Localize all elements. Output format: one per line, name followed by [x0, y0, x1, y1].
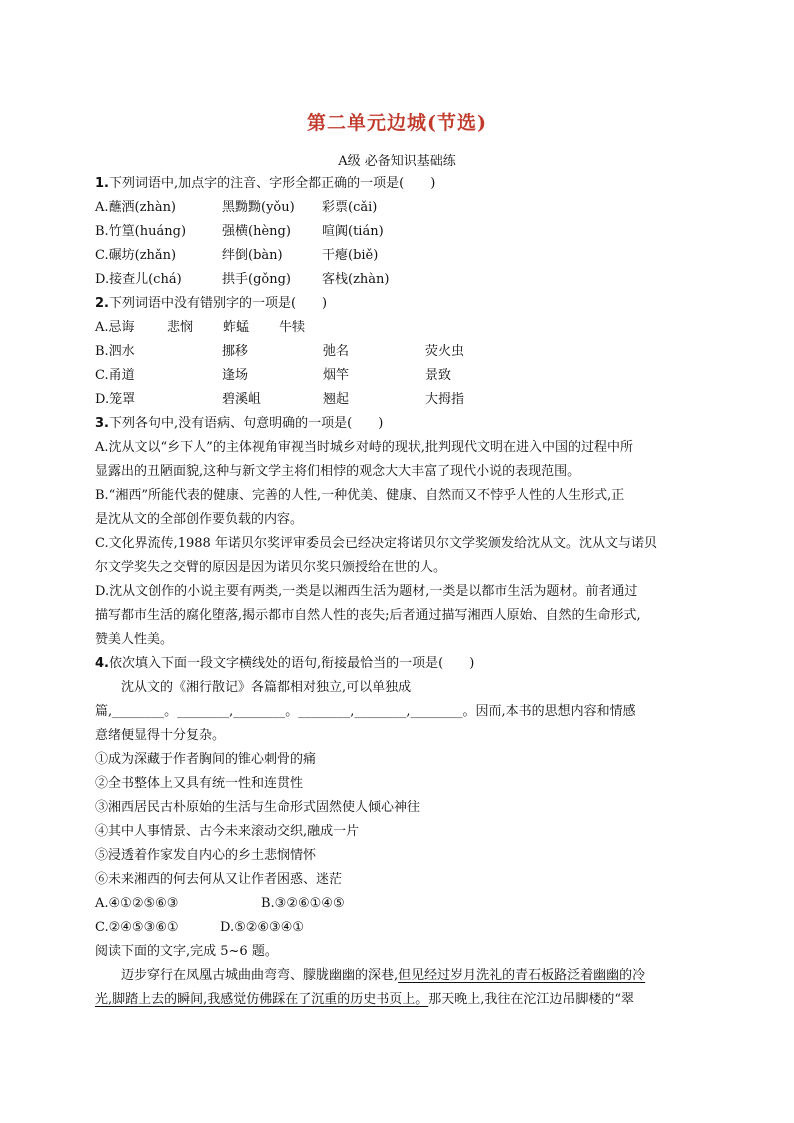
- question-number: 1.: [95, 176, 109, 191]
- option-word: D.笼罩: [95, 392, 136, 407]
- q4-passage-line: 篇,________。________,________。________,________,________。因而,本书的思想内容和情感: [95, 704, 636, 719]
- reading-paragraph-line: [95, 988, 705, 1012]
- underlined-text: 光,脚踏上去的瞬间,我感觉仿佛踩在了沉重的历史书页上。: [95, 992, 429, 1007]
- q1-option-d: [95, 268, 705, 292]
- q4-choices-ab: [95, 892, 705, 916]
- reading-text: 那天晚上,我往在沱江边吊脚楼的“翠: [428, 992, 635, 1007]
- q1-option-b: [95, 220, 705, 244]
- option-word: 弛名: [323, 344, 350, 359]
- q1-option-c: [95, 244, 705, 268]
- document-body: [95, 172, 705, 1012]
- q3-line: C.文化界流传,1988 年诺贝尔奖评审委员会已经决定将诺贝尔文学奖颁发给沈从文。沈从文与诺贝: [95, 536, 657, 551]
- question-text: 下列各句中,没有语病、句意明确的一项是( ): [108, 416, 384, 431]
- option-word: A.蘸洒(zhàn): [95, 200, 177, 215]
- question-number: 4.: [95, 656, 109, 671]
- option-word: 逢场: [222, 368, 249, 383]
- option-word: 翘起: [323, 392, 350, 407]
- question-number: 2.: [95, 296, 109, 311]
- q3-line: B.“湘西”所能代表的健康、完善的人性,一种优美、健康、自然而又不悖乎人性的人生形式,正: [95, 488, 625, 503]
- question-text: 依次填入下面一段文字横线处的语句,衔接最恰当的一项是( ): [108, 656, 475, 671]
- option-word: 荧火虫: [425, 344, 465, 359]
- option-word: 景致: [425, 368, 452, 383]
- q4-item: ①成为深藏于作者胸间的锥心刺骨的痛: [95, 752, 317, 767]
- underlined-text: 但见经过岁月洗礼的青石板路泛着幽幽的冷: [398, 968, 646, 983]
- q4-item: ④其中人事情景、古今未来滚动交织,融成一片: [95, 824, 360, 839]
- option-word: 黑黝黝(yǒu): [222, 200, 295, 215]
- q3-line: 描写都市生活的腐化堕落,揭示都市自然人性的丧失;后者通过描写湘西人原始、自然的生命形式,: [95, 608, 641, 623]
- option-word: 强横(hèng): [222, 224, 291, 239]
- option-word: C.碾坊(zhǎn): [95, 248, 177, 263]
- q3-line: A.沈从文以“乡下人”的主体视角审视当时城乡对峙的现状,批判现代文明在进入中国的过程中所: [95, 440, 633, 455]
- q3-line: 赞美人性美。: [95, 632, 174, 647]
- q4-passage-line: 沈从文的《湘行散记》各篇都相对独立,可以单独成: [121, 680, 412, 695]
- option-word: 彩票(cǎi): [322, 200, 378, 215]
- option-word: B.泗水: [95, 344, 135, 359]
- reading-paragraph-line: [95, 964, 705, 988]
- option-word: 大拇指: [425, 392, 465, 407]
- q2-option-a: [95, 316, 705, 340]
- answer-choice: B.③②⑥①④⑤: [261, 896, 345, 911]
- q4-passage-line: 意绪便显得十分复杂。: [95, 728, 226, 743]
- question-2-stem: [95, 292, 705, 316]
- option-word: 碧溪岨: [222, 392, 262, 407]
- answer-choice: A.④①②⑤⑥③: [95, 896, 179, 911]
- option-word: 牛犊: [279, 320, 306, 335]
- question-1-stem: [95, 172, 705, 196]
- q4-item: ③湘西居民古朴原始的生活与生命形式固然使人倾心神往: [95, 800, 421, 815]
- option-word: 烟竿: [323, 368, 350, 383]
- reading-intro: 阅读下面的文字,完成 5~6 题。: [95, 944, 278, 959]
- option-word: 挪移: [222, 344, 249, 359]
- question-4-stem: [95, 652, 705, 676]
- page-title: 第二单元边城(节选): [307, 112, 487, 134]
- option-word: D.接查儿(chá): [95, 272, 182, 287]
- q4-item: ⑤浸透着作家发自内心的乡土悲悯情怀: [95, 848, 317, 863]
- section-subtitle: A级 必备知识基础练: [338, 154, 456, 169]
- q3-line: 尔文学奖失之交臂的原因是因为诺贝尔奖只颁授给在世的人。: [95, 560, 447, 575]
- reading-text: 迈步穿行在凤凰古城曲曲弯弯、朦胧幽幽的深巷,: [121, 968, 399, 983]
- q3-line: 是沈从文的全部创作要负载的内容。: [95, 512, 304, 527]
- q3-line: D.沈从文创作的小说主要有两类,一类是以湘西生活为题材,一类是以都市生活为题材。前者通过: [95, 584, 638, 599]
- q4-item: ②全书整体上又具有统一性和连贯性: [95, 776, 304, 791]
- option-word: 拱手(gǒng): [222, 272, 291, 287]
- question-number: 3.: [95, 416, 109, 431]
- q4-item: ⑥未来湘西的何去何从又让作者困惑、迷茫: [95, 872, 343, 887]
- option-word: 悲悯: [167, 320, 194, 335]
- q2-option-c: [95, 364, 705, 388]
- option-word: B.竹篁(huáng): [95, 224, 187, 239]
- answer-choice: C.②④⑤③⑥①: [95, 920, 179, 935]
- q3-line: 显露出的丑陋面貌,这种与新文学主将们相悖的观念大大丰富了现代小说的表现范围。: [95, 464, 581, 479]
- option-word: 蚱蜢: [223, 320, 250, 335]
- q2-option-b: [95, 340, 705, 364]
- q4-choices-cd: [95, 916, 705, 940]
- question-text: 下列词语中,加点字的注音、字形全都正确的一项是( ): [108, 176, 436, 191]
- option-word: C.甬道: [95, 368, 135, 383]
- question-3-stem: [95, 412, 705, 436]
- q2-option-d: [95, 388, 705, 412]
- option-word: A.忌诲: [95, 320, 135, 335]
- question-text: 下列词语中没有错别字的一项是( ): [108, 296, 328, 311]
- q1-option-a: [95, 196, 705, 220]
- option-word: 绊倒(bàn): [222, 248, 283, 263]
- option-word: 客栈(zhàn): [322, 272, 390, 287]
- option-word: 干瘪(biě): [322, 248, 379, 263]
- answer-choice: D.⑤②⑥③④①: [220, 920, 305, 935]
- option-word: 喧阗(tián): [322, 224, 384, 239]
